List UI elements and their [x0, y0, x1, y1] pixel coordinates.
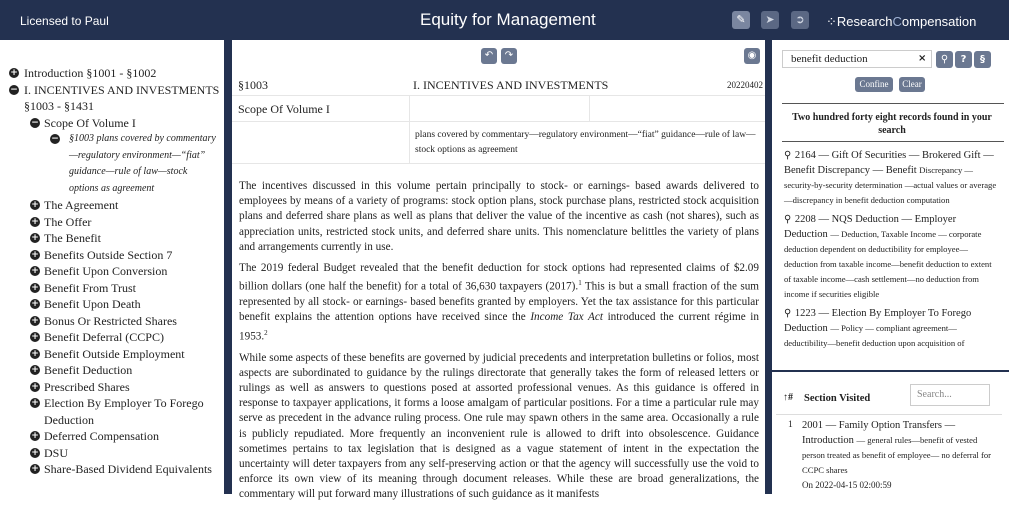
- section-search-button[interactable]: §: [974, 51, 991, 68]
- visited-row[interactable]: [776, 414, 1002, 496]
- document-body: [239, 179, 759, 509]
- logout-icon[interactable]: ➲: [791, 11, 809, 29]
- section-number: §1003: [238, 78, 268, 92]
- toc-item-scope[interactable]: − Scope Of Volume I: [31, 115, 136, 130]
- sort-header[interactable]: ↑#: [783, 392, 793, 403]
- toc-item-incentives[interactable]: − I. INCENTIVES AND INVESTMENTS: [10, 82, 220, 97]
- expand-icon[interactable]: +: [31, 332, 39, 342]
- toc-item-introduction[interactable]: + Introduction §1001 - §1002: [10, 66, 157, 80]
- expand-icon[interactable]: +: [31, 233, 39, 243]
- visibility-icon[interactable]: ◉: [744, 48, 760, 64]
- result-count: Two hundred forty eight records found in your search: [792, 112, 992, 136]
- toc-section-range: §1003 - §1431: [24, 99, 94, 113]
- search-input[interactable]: benefit deduction: [782, 50, 932, 68]
- clear-button[interactable]: Clear: [899, 77, 925, 92]
- splitter-right[interactable]: [765, 40, 772, 494]
- toc-item-deferred-compensation[interactable]: + Deferred Compensation: [31, 429, 159, 443]
- collapse-icon[interactable]: −: [10, 84, 18, 95]
- visited-date: On 2022-04-15 02:00:59: [802, 480, 892, 490]
- search-button[interactable]: ⚲: [936, 51, 953, 68]
- table-of-contents: [0, 40, 224, 494]
- collapse-icon[interactable]: −: [51, 134, 59, 144]
- redo-icon[interactable]: ↷: [501, 48, 517, 64]
- search-results: [784, 149, 997, 369]
- license-label: Licensed to Paul: [20, 14, 109, 28]
- paragraph-1: The incentives discussed in this volume pertain principally to stock- or earnings- based awards delivered to employees by means of a variety of programs: stock option plans, stock purchase plans, restricted stock acquisition plans and deferred share plans as well as plans that deliver the value of the incentive as cash (not shares), such as appreciation units, restricted stock units, and deferred share units. This nomenclature belittles the variety of plans and arrangements currently in use.: [239, 180, 759, 253]
- scope-title: Scope Of Volume I: [238, 102, 330, 116]
- splitter-left[interactable]: [224, 40, 232, 494]
- scope-divider: [409, 96, 410, 122]
- collapse-icon[interactable]: −: [31, 117, 39, 128]
- search-result[interactable]: ⚲ 2208 — NQS Deduction — Employer Deduction — Deduction, Taxable Income — corporate deduction dependent on deductibility for employee—deduction from taxable income—benefit deduction to extent of taxable income—cash settlement—no deduction from income if securities eligible: [784, 214, 992, 299]
- section-descriptor: plans covered by commentary—regulatory environment—“fiat” guidance—rule of law—stock options as agreement: [415, 130, 756, 155]
- pin-icon[interactable]: ➤: [761, 11, 779, 29]
- toc-item-benefits-outside-s7[interactable]: + Benefits Outside Section 7: [31, 247, 173, 262]
- expand-icon[interactable]: +: [31, 249, 39, 260]
- toc-item-benefit-death[interactable]: + Benefit Upon Death: [31, 297, 141, 311]
- app-title: Equity for Management: [420, 10, 596, 29]
- expand-icon[interactable]: +: [31, 431, 39, 441]
- toc-item-dsu[interactable]: + DSU: [31, 445, 69, 460]
- search-icon: ⚲: [784, 214, 795, 225]
- brand-logo[interactable]: ⁘ResearchCompensation: [826, 14, 977, 29]
- scope-divider: [589, 96, 590, 122]
- clear-search-icon[interactable]: ×: [918, 53, 927, 64]
- undo-icon[interactable]: ↶: [481, 48, 497, 64]
- expand-icon[interactable]: +: [31, 348, 39, 359]
- toc-item-agreement[interactable]: + The Agreement: [31, 198, 119, 212]
- toc-item-benefit-conversion[interactable]: + Benefit Upon Conversion: [31, 264, 168, 278]
- document-pane: [232, 40, 765, 501]
- toc-item-prescribed-shares[interactable]: + Prescribed Shares: [31, 379, 130, 394]
- visited-search-input[interactable]: Search...: [910, 384, 990, 406]
- expand-icon[interactable]: +: [31, 200, 39, 210]
- expand-icon[interactable]: +: [31, 216, 39, 227]
- expand-icon[interactable]: +: [31, 398, 39, 408]
- descriptor-divider: [409, 122, 410, 164]
- expand-icon[interactable]: +: [31, 299, 39, 309]
- help-button[interactable]: ?: [955, 51, 972, 68]
- search-icon: ⚲: [784, 150, 795, 161]
- toc-item-1003[interactable]: − §1003 plans covered by commentary —regulatory environment—“fiat” guidance—rule of law—stock options as agreement: [51, 133, 216, 194]
- toc-item-election-employer[interactable]: + Election By Employer To Forego Deduction: [31, 396, 204, 427]
- document-header: [232, 73, 765, 96]
- footnote-1[interactable]: 1: [578, 279, 582, 288]
- toc-item-offer[interactable]: + The Offer: [31, 214, 92, 229]
- toc-item-benefit-trust[interactable]: + Benefit From Trust: [31, 280, 137, 295]
- visited-panel: [772, 370, 1009, 494]
- expand-icon[interactable]: +: [31, 282, 39, 293]
- descriptor-row: [232, 122, 765, 164]
- search-pane: [772, 40, 1009, 494]
- document-date: 20220402: [727, 80, 763, 90]
- search-result[interactable]: ⚲ 2164 — Gift Of Securities — Brokered Gift — Benefit Discrepancy — Benefit Discrepancy — security-by-security determination —actual values or average—discrepancy in benefit deduction computation: [784, 150, 997, 205]
- toc-item-bonus-shares[interactable]: + Bonus Or Restricted Shares: [31, 313, 177, 328]
- search-icon: ⚲: [784, 308, 795, 319]
- footnote-2[interactable]: 2: [264, 328, 268, 337]
- expand-icon[interactable]: +: [31, 266, 39, 276]
- expand-icon[interactable]: +: [31, 447, 39, 458]
- toc-item-benefit[interactable]: + The Benefit: [31, 231, 101, 245]
- toc-item-benefit-deduction[interactable]: + Benefit Deduction: [31, 363, 133, 377]
- search-result[interactable]: ⚲ 1223 — Election By Employer To Forego Deduction — Policy — compliant agreement— deductibility—benefit deduction upon acquisition of: [784, 308, 972, 348]
- paragraph-2: The 2019 federal Budget revealed that the benefit deduction for stock options had represented claims of $2.09 billion dollars (one half the benefit) for a total of 36,630 taxpayers (2017).$^1$ This is but a small fraction of the sum represented by all stock- or earnings- based benefits granted by employers. Yet the tax assistance for this particular benefit explains the attention options have received since the Income Tax Act introduced the current régime in 1953.$^2$: [239, 262, 759, 343]
- part-title: I. INCENTIVES AND INVESTMENTS: [413, 78, 609, 92]
- visited-title: Section Visited: [804, 393, 871, 404]
- search-separator: [782, 103, 1004, 104]
- search-separator: [782, 141, 1004, 142]
- top-bar: [0, 0, 1009, 40]
- expand-icon[interactable]: +: [10, 68, 18, 78]
- visited-entry[interactable]: 2001 — Family Option Transfers — Introduction — general rules—benefit of vested person treated as benefit of employee— no deferral for CCPC shares On 2022-04-15 02:00:59: [802, 420, 991, 490]
- paragraph-3: While some aspects of these benefits are governed by judicial precedents and interpretation bulletins or folios, most aspects are subordinated to guidance by the rulings directorate that generally takes the form of released letters or rulings as well as answers to questions posed at assorted professional venues. As this guidance is offered in response to taxpayer applications, it forms a loose amalgam of particular positions. For a time a particular rule may serve as precedent in the advance ruling process. One rule may spawn others in the same area. Occasionally a rule is publicly repudiated. More frequently an inconvenient rule is allowed to drift into obsolescence. Guidance sometimes pertains to tax legislation that is designed as a vague statement of intent in the expectation the uncertainty will deter taxpayers from any self-preserving action or that the agency will successfully use the void to enforce its own view of its meaning through document releases. While these are broad generalizations, the commentary will put forward many illustrations of such guidance as it manifests: [239, 351, 759, 501]
- visited-index: 1: [788, 420, 793, 430]
- expand-icon[interactable]: +: [31, 381, 39, 392]
- expand-icon[interactable]: +: [31, 315, 39, 326]
- toc-item-benefit-outside-employment[interactable]: + Benefit Outside Employment: [31, 346, 185, 361]
- expand-icon[interactable]: +: [31, 365, 39, 375]
- expand-icon[interactable]: +: [31, 464, 39, 474]
- confine-button[interactable]: Confine: [855, 77, 893, 92]
- toc-item-share-dividend[interactable]: + Share-Based Dividend Equivalents: [31, 462, 212, 476]
- toc-item-benefit-deferral[interactable]: + Benefit Deferral (CCPC): [31, 330, 164, 344]
- edit-icon[interactable]: ✎: [732, 11, 750, 29]
- scope-row: [232, 96, 765, 122]
